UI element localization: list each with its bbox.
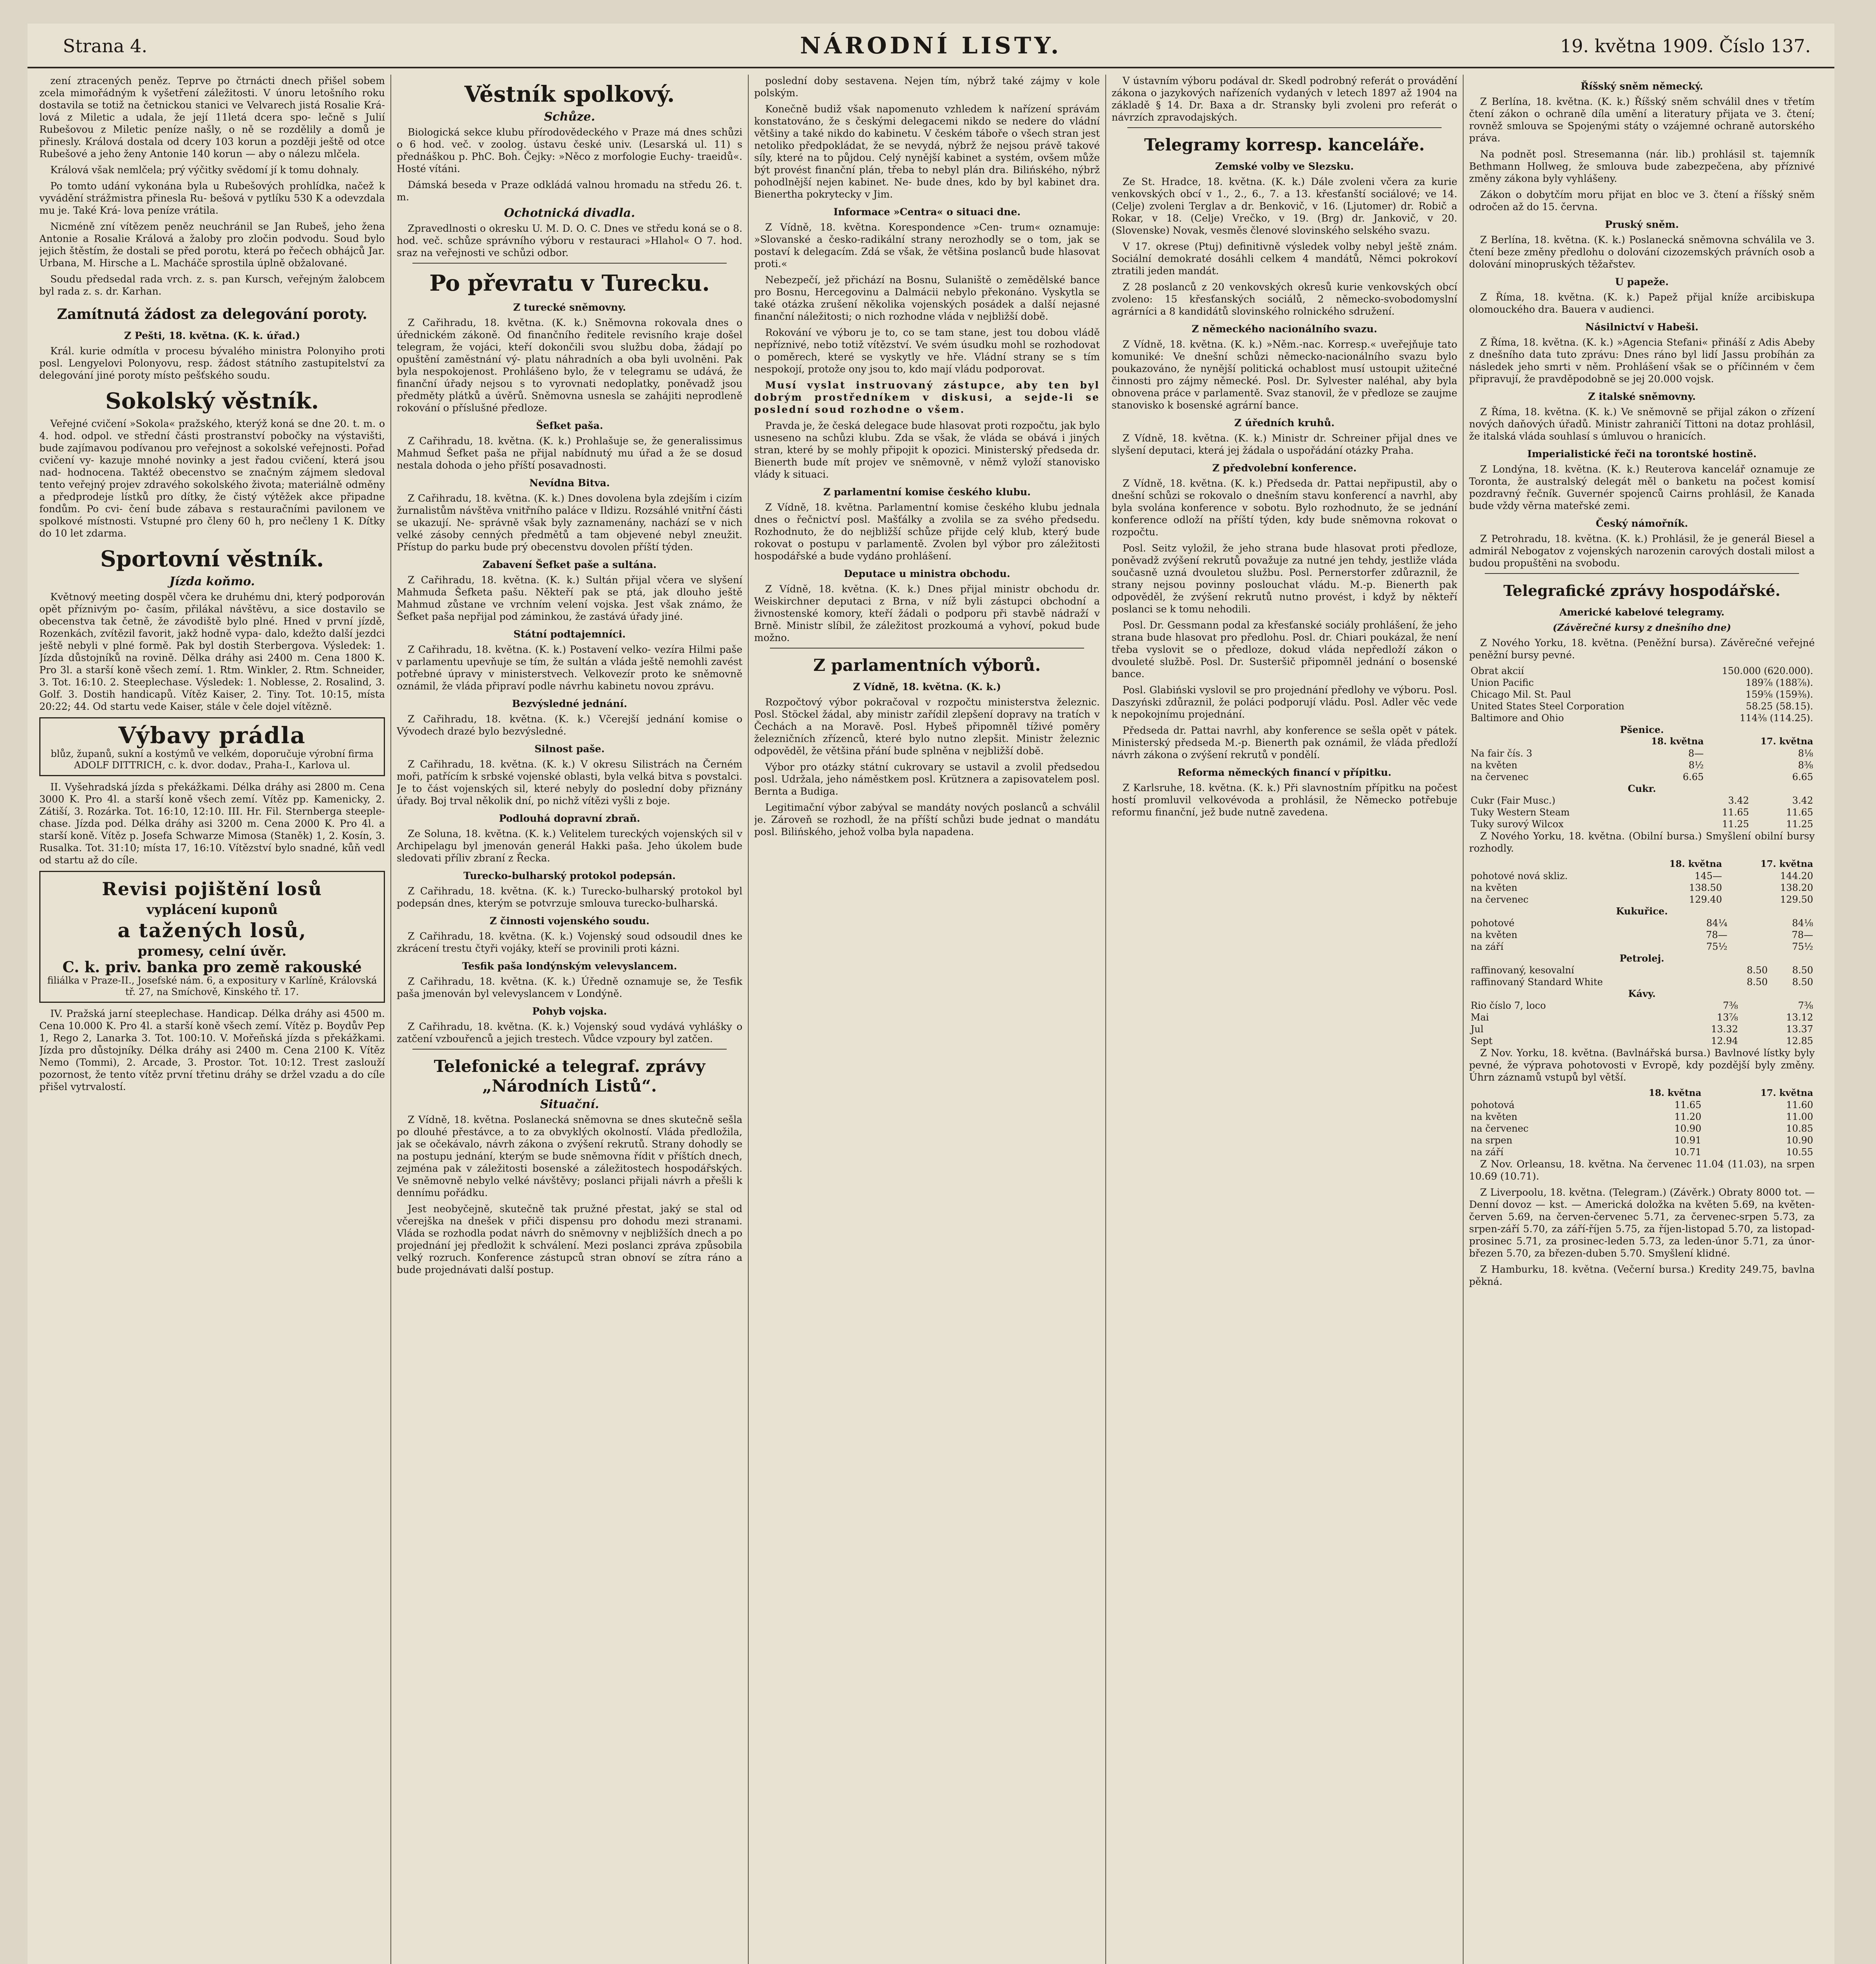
ad-line: C. k. priv. banka pro země rakouské: [62, 958, 362, 976]
dateline: Z Pešti, 18. května. (K. k. úřad.): [124, 330, 300, 341]
row-value: 150.000 (620.000).: [1722, 665, 1813, 676]
table-row: [1469, 665, 1815, 677]
article-text: Nebezpečí, jež přichází na Bosnu, Sulaniště o zemědělské bance pro Bosnu, Hercegovinu a Dalmácii nebylo překonáno. Vyskytla se také otázka zrušení několika vojenských posádek a další nejasné finanční náležitosti; o nich rozhodne vláda v nejbližší době.: [754, 274, 1100, 322]
row-value: 8.50: [1792, 965, 1813, 976]
row-value: 12.94: [1711, 1035, 1738, 1046]
row-value: 10.55: [1786, 1147, 1813, 1158]
row-label: na květen: [1471, 1111, 1518, 1122]
subheading: Násilnictví v Habeši.: [1585, 321, 1698, 333]
divider: [1485, 573, 1799, 574]
article-text: Z Cařihradu, 18. května. (K. k.) Sultán přijal včera ve slyšení Mahmuda Šefketa pašu. Někteří pak se ptá, jak dlouho ještě Mahmud zůstane ve vrchním velení vojska. Jest však známo, že Šefket paša nepřijal pod záminkou, že zastává úřady jiné.: [397, 574, 742, 622]
subheading: Nevídna Bitva.: [529, 477, 610, 489]
article-text: Z Hamburku, 18. května. (Večerní bursa.) Kredity 249.75, bavlna pěkná.: [1469, 1264, 1815, 1287]
section-heading: Telegrafické zprávy hospodářské.: [1503, 582, 1781, 599]
row-label: Obrat akcií: [1471, 665, 1524, 676]
subheading: Z turecké sněmovny.: [513, 302, 626, 313]
table-row: [1469, 976, 1815, 988]
row-label: na květen: [1471, 882, 1518, 893]
commodity-table: [1469, 1087, 1815, 1158]
row-value: 78—: [1706, 929, 1728, 940]
article-text: Z Vídně, 18. května. (K. k.) Dnes přijal ministr obchodu dr. Weiskirchner deputaci z Brna, v níž byli zástupci obchodní a živnostenské komory, kteří žádali o podporu při stavbě nádraží v Brně. Ministr slíbil, že záležitost prozkoumá a vyhoví, pokud bude možno.: [754, 583, 1100, 643]
table-header: 17. května: [1760, 736, 1813, 747]
row-label: Tuky Western Steam: [1471, 807, 1570, 818]
table-row: [1469, 689, 1815, 700]
article-text: Z Karlsruhe, 18. května. (K. k.) Při slavnostním přípitku na počest hostí promluvil velkovévoda a prohlásil, že Německo potřebuje reformu finanční, jež bude nutně zavedena.: [1112, 782, 1457, 818]
row-value: 75½: [1792, 941, 1813, 952]
article-text: Pravda je, že česká delegace bude hlasovat proti rozpočtu, jak bylo usneseno na schůzi klubu. Zda se však, že vláda se obává i jiných stran, které by se mohly připojit k opozici. Ministerský předseda dr. Bienerth bude mít projev ve sněmovně, v němž vyloží stanovisko vlády k situaci.: [754, 420, 1100, 480]
article-text: Z Nov. Orleansu, 18. května. Na červenec 11.04 (11.03), na srpen 10.69 (10.71).: [1469, 1158, 1815, 1182]
table-title: Kukuřice.: [1616, 905, 1668, 917]
table-header: 18. května: [1651, 736, 1704, 747]
section-heading: Telefonické a telegraf. zprávy „Národních Listů“.: [434, 1057, 705, 1096]
table-row: [1469, 1111, 1815, 1123]
table-row: [1469, 771, 1815, 783]
table-row: [1469, 1035, 1815, 1047]
row-value: 8⅛: [1798, 748, 1813, 759]
commodity-table: [1469, 988, 1815, 1047]
row-label: raffinovaný Standard White: [1471, 977, 1603, 987]
row-label: Na fair čís. 3: [1471, 748, 1532, 759]
divider: [1127, 127, 1442, 128]
table-header: [1469, 1087, 1591, 1099]
table-title: Kávy.: [1628, 988, 1656, 999]
subheading: Jízda koňmo.: [169, 575, 255, 588]
divider: [412, 1049, 727, 1050]
row-value: 11.60: [1786, 1099, 1813, 1110]
row-value: 84¼: [1706, 918, 1728, 929]
row-label: na září: [1471, 941, 1504, 952]
subheading: Informace »Centra« o situaci dne.: [833, 206, 1021, 218]
table-row: [1469, 700, 1815, 712]
column-2: [397, 75, 742, 1964]
article-text: Z Vídně, 18. května. Parlamentní komise českého klubu jednala dnes o řečnictví posl. Mašťálky a zvolila se za svého předsedu. Rozhodnuto, že do nejbližší schůze přijde celý klub, který bude rokovat o postupu v parlamentě. Zvolen byl výbor pro záležitosti hospodářské a bude vydáno prohlášení.: [754, 502, 1100, 562]
commodity-table: [1469, 858, 1815, 905]
article-text: Z Nového Yorku, 18. května. (Obilní bursa.) Smyšlení obilní bursy rozhodly.: [1469, 830, 1815, 854]
row-value: 11.25: [1722, 819, 1749, 830]
row-label: raffinovaný, kesovalní: [1471, 965, 1574, 976]
article-text: IV. Pražská jarní steeplechase. Handicap. Délka dráhy asi 4500 m. Cena 10.000 K. Pro 4l. a starší koně všech zemí. Vítěz p. Boydův Pep 1, Rego 2, Lanarka 3. Tot. 100:10. V. Mořeňská jízda s překážkami. Jízda pro důstojníky. Délka dráhy asi 2400 m. Cena 2100 K. Vítěz Nemo (Tommi), 2. Arcade, 3. Prostor. Tot. 10:12. Trest zaslouží pozornost, že tento vítěz první třetinu dráhy se držel vzadu a do cíle přišel vytrvalostí.: [39, 1008, 385, 1092]
article-text: Z Říma, 18. května. (K. k.) Papež přijal kníže arcibiskupa olomouckého dra. Bauera v audienci.: [1469, 291, 1815, 315]
subheading: Český námořník.: [1596, 518, 1688, 529]
subheading: Z parlamentní komise českého klubu.: [823, 486, 1031, 498]
subheading: Z předvolební konference.: [1212, 462, 1357, 474]
table-row: [1469, 818, 1815, 830]
article-text: Květnový meeting dospěl včera ke druhému dni, který podporován opět příznivým po- časím, přilákal návštěvu, a sice dostavilo se obecenstva tak četně, že závodiště bylo plné. Hned v první jízdě, Rozenkách, zvítězil favorit, jakž hodně vypa- dalo, kdežto další jezdci ještě nebyli v plné formě. Pak byl dostih Sterbergova. Výsledek: 1. Jízda důstojníků na rovině. Dělka dráhy asi 2400 m. Cena 1800 K. Pro 3l. a starší koně všech zemí. 1. Rtm. Winkler, 2. Rtm. Schneider, 3. Tot. 16:10. 2. Steeplechase. Výsledek: 1. Noblesse, 2. Rosalind, 3. Golf. 3. Dostih handicapů. Vítěz Kaiser, 2. Tiny. Tot. 10:15, místa 20:22; 44. Od startu vede Kaiser, stále v čele dojel vítězně.: [39, 591, 385, 712]
article-text: Král. kurie odmítla v procesu bývalého ministra Polonyiho proti posl. Lengyelovi Polonyovu, resp. žádost státního zastupitelství za delegování jiné poroty místo pešťského soudu.: [39, 345, 385, 381]
table-title: Pšenice.: [1620, 724, 1664, 735]
article-text: Z Cařihradu, 18. května. (K. k.) Vojenský soud odsoudil dnes ke zkrácení trestu čtyři vojáky, kteří se provinili proti kázni.: [397, 931, 742, 954]
row-label: pohotové: [1471, 918, 1515, 929]
table-row: [1469, 759, 1815, 771]
article-text: poslední doby sestavena. Nejen tím, nýbrž také zájmy v kole polským.: [754, 75, 1100, 99]
article-text: Výbor pro otázky státní cukrovary se ustavil a zvolil předsedou posl. Udržala, jeho náměstkem posl. Krütznera a zapisovatelem posl. Bernta a Budiga.: [754, 761, 1100, 797]
article-text: II. Vyšehradská jízda s překážkami. Délka dráhy asi 2800 m. Cena 3000 K. Pro 4l. a starší koně všech zemí. Vítěz pp. Kamenicky, 2. Zátiší, 3. Rozárka. Tot. 16:10, 12:10. III. Hr. Fil. Sternberga steeple-chase. Jízda pod. Délka dráhy asi 3200 m. Cena 2000 K. Pro 4l. a starší koně. Vítěz p. Josefa Schwarze Mimosa (Staněk) 1, 2. Kosín, 3. Rusalka. Tot. 31:10; místa 17, 16:10. Vítězství bylo snadné, kůň vedl od startu až do cíle.: [39, 781, 385, 866]
row-value: 78—: [1792, 929, 1813, 940]
row-label: pohotová: [1471, 1099, 1515, 1110]
subheading: Tesfik paša londýnským velevyslancem.: [462, 960, 677, 972]
subheading: Z činnosti vojenského soudu.: [489, 915, 650, 927]
table-row: [1469, 941, 1815, 953]
table-row: [1469, 870, 1815, 882]
row-value: 84⅛: [1792, 918, 1813, 929]
article-text: Z Cařihradu, 18. května. (K. k.) Dnes dovolena byla zdejším i cizím žurnalistům návštěva vnitřního paláce v Ildizu. Rozsáhlé vnitřní části se ukazují. Ne- správně však byly zaznamenány, nachází se v nich velké zásoby cenných předmětů a tam objevené nebyl zneužit. Přístup do parku bude prý obecenstvu dovolen příští týden.: [397, 493, 742, 553]
table-header: [1469, 858, 1632, 870]
row-value: 12.85: [1786, 1035, 1813, 1046]
article-text: Z Nov. Yorku, 18. května. (Bavlnářská bursa.) Bavlnové lístky byly pevné, že výprava pohotovosti v Evropě, kdy pozdější byly změny. Úhrn záznamů vstupů byl větší.: [1469, 1047, 1815, 1083]
article-text: Po tomto udání vykonána byla u Rubešových prohlídka, načež k vyvádění strážmistra přinesla Ru- bešová v pytlíku 530 K a odevzdala mu je. Také Krá- lova peníze vrátila.: [39, 180, 385, 216]
ad-text: blůz, županů, sukní a kostýmů ve velkém, doporučuje výrobní firma ADOLF DITTRICH, c. k. dvor. dodav., Praha-I., Karlova ul.: [51, 748, 374, 771]
column-rule: [1105, 75, 1106, 1964]
article-text: Ze St. Hradce, 18. května. (K. k.) Dále zvoleni včera za kurie venkovských obcí v 1., 2., 6., 7. a 13. křesťanští sociálové; ve 14. (Celje) zvoleni Terglav a dr. Benkovič, v 16. (Ljutomer) dr. Robič a Rokar, v 18. (Celje) Vrečko, v 19. (Brg) dr. Jankovič, v 20. (Slovenske) Novak, vesměs členové slovinského selského svazu.: [1112, 176, 1457, 236]
section-heading: Sokolský věstník.: [105, 388, 319, 414]
row-value: 13.32: [1711, 1024, 1738, 1035]
section-heading: Sportovní věstník.: [100, 546, 324, 572]
table-row: [1469, 1011, 1815, 1023]
column-rule: [390, 75, 391, 1964]
article-text: Z Vídně, 18. května. Korespondence »Cen- trum« oznamuje: »Slovanské a česko-radikální strany nerozhodly se o tom, jak se postaví k delegacím. Zdá se však, že většina poslanců bude hlasovat proti.«: [754, 222, 1100, 269]
commodity-table: [1469, 783, 1815, 830]
table-row: [1469, 712, 1815, 724]
column-4: [1112, 75, 1457, 1964]
row-value: 129.40: [1689, 894, 1722, 905]
article-text: Biologická sekce klubu přírodovědeckého v Praze má dnes schůzi o 6 hod. več. v zoolog. ústavu české univ. (Lesarská ul. 11) s přednáškou p. PhC. Boh. Čejky: »Něco z morfologie Euchy- traeidů«. Hosté vítáni.: [397, 126, 742, 174]
article-text: Zpravedlnosti o okresku U. M. D. O. C. Dnes ve středu koná se o 8. hod. več. schůze správního výboru v restauraci »Hlahol« O 7. hod. sraz na veřejnosti ve schůzi odbor.: [397, 223, 742, 258]
article-text: Rozpočtový výbor pokračoval v rozpočtu ministerstva železnic. Posl. Stöckel žádal, aby ministr zařídil zlepšení dopravy na tratích v Čechách a na Moravě. Posl. Hybeš připomněl tíživé poměry železničních zřízenců, které bylo nutno zlepšit. Ministr železnic odpověděl, že většina přání bude splněna v nejbližší době.: [754, 696, 1100, 757]
subheading: Silnost paše.: [534, 743, 605, 755]
row-value: 8.50: [1792, 977, 1813, 987]
subheading: Z italské sněmovny.: [1588, 391, 1696, 402]
row-label: Union Pacific: [1471, 677, 1534, 688]
article-text: V ústavním výboru podával dr. Skedl podrobný referát o provádění zákona o jazykových nařízeních vydaných v letech 1897 až 1904 na základě § 14. Dr. Baxa a dr. Stransky byli zvoleni pro referát o návrzích zpravodajských.: [1112, 75, 1457, 123]
row-value: 3.42: [1728, 795, 1749, 806]
row-value: 10.90: [1674, 1123, 1702, 1134]
article-text: Z Petrohradu, 18. května. (K. k.) Prohlásil, že je generál Biesel a admirál Nebogatov z vojenských narozenin carových dostali milost a budou propuštěni na svobodu.: [1469, 533, 1815, 569]
table-header: 17. května: [1760, 859, 1813, 869]
article-text: Z Cařihradu, 18. května. (K. k.) Postavení velko- vezíra Hilmi paše v parlamentu upevňuje se tím, že sultán a vláda ještě nemohli zavést potřebné úpravy v ministerstvech. Velkovezír proto ke sněmovně oznámil, že vláda připraví podle návrhu kabinetu novou zprávu.: [397, 644, 742, 692]
subheading: Z německého nacionálního svazu.: [1191, 323, 1378, 335]
row-value: 10.91: [1674, 1135, 1702, 1146]
section-heading: Po převratu v Turecku.: [429, 270, 710, 296]
row-value: 11.65: [1722, 807, 1749, 818]
article-text: V 17. okrese (Ptuj) definitivně výsledek volby nebyl ještě znám. Sociální demokraté dosáhli celkem 4 mandátů, Němci pokrokoví ztratili jeden mandát.: [1112, 241, 1457, 277]
row-value: 8.50: [1746, 977, 1768, 987]
article-text: Z Vídně, 18. května. Poslanecká sněmovna se dnes skutečně sešla po dlouhé přestávce, a to za obvyklých okolností. Vláda předložila, jak se očekávalo, návrh zákona o zvýšení rekrutů. Strany dohodly se na postupu jednání, kterým se bude sněmovna řídit v příštích dnech, zejména pak v záležitosti bosenské a záležitostech hospodářských. Ve sněmovně nebylo velké návštěvy; poslanci přijali návrh a přešli k dennímu pořádku.: [397, 1114, 742, 1198]
newspaper-page: [27, 24, 1834, 1964]
advertisement-bank: [39, 871, 385, 1003]
dateline: Z Vídně, 18. května. (K. k.): [853, 681, 1001, 693]
subheading: Bezvýsledné jednání.: [512, 698, 627, 709]
article-text: Z Cařihradu, 18. května. (K. k.) Včerejší jednání komise o Vývodech drazé bylo bezvýsledné.: [397, 713, 742, 737]
article-text: Z Nového Yorku, 18. května. (Peněžní bursa). Závěrečné veřejné peněžní bursy pevné.: [1469, 637, 1815, 661]
table-row: [1469, 747, 1815, 759]
row-label: Cukr (Fair Musc.): [1471, 795, 1555, 806]
subheading: Schůze.: [544, 110, 595, 124]
row-label: Rio číslo 7, loco: [1471, 1000, 1546, 1011]
row-value: 8—: [1688, 748, 1704, 759]
ad-line: a tažených losů,: [117, 919, 307, 942]
subheading: (Závěrečné kursy z dnešního dne): [1552, 622, 1731, 633]
ad-title: Revisi pojištění losů: [102, 878, 322, 900]
article-text: Soudu předsedal rada vrch. z. s. pan Kursch, veřejným žalobcem byl rada z. s. dr. Karhan.: [39, 273, 385, 297]
row-value: 11.20: [1674, 1111, 1702, 1122]
row-value: 189⅞ (188⅞).: [1745, 677, 1813, 688]
article-text: Z Vídně, 18. května. (K. k.) »Něm.-nac. Korresp.« uveřejňuje tato komuniké: Ve dnešní schůzi německo-nacionálního svazu bylo poukazováno, že nynější politická ochablost musí ustoupit užitečné činnosti pro zájmy německé. Posl. Dr. Sylvester naléhal, aby byla obnovena práce v parlamentě. Svaz stanovil, že v předloze se zaujme stanovisko k bosenské agrární bance.: [1112, 339, 1457, 411]
article-text: Z Cařihradu, 18. května. (K. k.) Úředně oznamuje se, že Tesfik paša jmenován byl velevyslancem v Londýně.: [397, 976, 742, 999]
table-row: [1469, 795, 1815, 806]
table-row: [1469, 1123, 1815, 1134]
article-text: Předseda dr. Pattai navrhl, aby konference se sešla opět v pátek. Ministerský předseda M.-p. Bienerth pak oznámil, že vláda předloží návrh zákona o zvýšení rekrutů v pondělí.: [1112, 725, 1457, 760]
article-text: Dámská beseda v Praze odkládá valnou hromadu na středu 26. t. m.: [397, 179, 742, 203]
commodity-table: [1469, 724, 1815, 783]
article-text: Ze Soluna, 18. května. (K. k.) Velitelem tureckých vojenských sil v Archipelagu byl jmenován generál Hakki paša. Jeho úkolem bude sledovati příliv zbraní z Řecka.: [397, 828, 742, 864]
subheading: Podlouhá dopravní zbraň.: [499, 813, 640, 824]
section-heading: Věstník spolkový.: [464, 81, 675, 107]
article-text: Z Říma, 18. května. (K. k.) Ve sněmovně se přijal zákon o zřízení nových daňových úřadů. Ministr zahraničí Tittoni na dotaz prohlásil, že italská vláda souhlasí s úmluvou o hranicích.: [1469, 406, 1815, 442]
table-row: [1469, 917, 1815, 929]
article-text: Posl. Dr. Gessmann podal za křesťanské sociály prohlášení, že jeho strana bude hlasovat pro předlohu. Posl. dr. Chiari poukázal, že není třeba vyslovit se o předloze, dokud vláda nepředloží zákon o dvouleté službě. Posl. Dr. Susteršič připomněl jednání o bosenské bance.: [1112, 619, 1457, 680]
row-label: na květen: [1471, 760, 1518, 771]
row-value: 13⅞: [1717, 1012, 1738, 1023]
table-header: 18. května: [1649, 1088, 1702, 1098]
table-row: [1469, 964, 1815, 976]
subheading: Z úředních kruhů.: [1234, 417, 1335, 429]
column-3: [754, 75, 1100, 1964]
row-value: 159⅝ (159⅜).: [1745, 689, 1813, 700]
row-value: 13.12: [1786, 1012, 1813, 1023]
ad-line: vyplácení kuponů: [146, 902, 278, 918]
section-heading: Z parlamentních výborů.: [813, 656, 1041, 675]
row-value: 10.85: [1786, 1123, 1813, 1134]
issue-date: 19. května 1909. Číslo 137.: [1560, 35, 1811, 57]
row-value: 6.65: [1792, 771, 1813, 782]
row-value: 11.25: [1786, 819, 1813, 830]
row-label: na červenec: [1471, 894, 1529, 905]
table-row: [1469, 806, 1815, 818]
article-text: Veřejné cvičení »Sokola« pražského, kterýž koná se dne 20. t. m. o 4. hod. odpol. ve střední části prostranství pobočky na výstavišti, bude zajímavou podívanou pro veřejnost a sokolské veřejnosti. Pořad cvičení vy- kazuje mnohé novinky a jest řadou cvičení, která jsou nad- hodnocena. Taktéž obecenstvo se značným zájmem sledoval tento veřejný projev zdravého sokolského života; materiálně odměny a předprodeje lístků pro dítky, že čistý výtěžek akce připadne fondům. Po cvi- čení bude zábava s restauračními pavilonem ve spolkové místnosti. Vstupné pro členy 60 h, pro nečleny 1 K. Dítky do 10 let zdarma.: [39, 418, 385, 539]
article-text: Z Cařihradu, 18. května. (K. k.) V okresu Silistrách na Černém moři, patřícím k srbské vojenské oblasti, byla velká bitva s povstalci. Je to část vojenských sil, které nebyly do poslední doby přiznány úřady. Boj trval několik dní, po nichž vítězi vyšli z boje.: [397, 758, 742, 806]
ad-line: promesy, celní úvěr.: [137, 944, 287, 959]
section-heading: Zamítnutá žádost za delegování poroty.: [57, 306, 368, 322]
row-label: na září: [1471, 1147, 1504, 1158]
article-text: Konečně budiž však napomenuto vzhledem k nařízení správám konstatováno, že s českými delegacemi nikdo se nedere do vládní většiny a také nikdo do kabinetu. V českém táboře o všech stran jest netoliko předpokládat, že se nevydá, nýbrž že nejsou právě takové síly, které na to půjdou. Celý nynější kabinet a systém, ovšem může být provést finanční plán, třeba to nebyl plán dra. Bilińského, nýbrž pohodlnější nejen kabinet. Ne- bude dnes, kdo by byl kabinet dra. Bienertha pokrytecky v Jim.: [754, 103, 1100, 200]
section-heading: Telegramy korresp. kanceláře.: [1144, 135, 1425, 154]
row-value: 144.20: [1780, 870, 1813, 881]
row-label: United States Steel Corporation: [1471, 701, 1625, 712]
table-header: [1469, 736, 1596, 747]
table-row: [1469, 882, 1815, 894]
divider: [770, 648, 1084, 649]
row-value: 8½: [1688, 760, 1704, 771]
table-row: [1469, 1099, 1815, 1111]
article-text: Z Cařihradu, 18. května. (K. k.) Vojenský soud vydává vyhlášky o zatčení vzbouřenců a jejich trestech. Vůdce vzpoury byl zatčen.: [397, 1021, 742, 1044]
article-text: Z Cařihradu, 18. května. (K. k.) Sněmovna rokovala dnes o úřednickém zákoně. Od finančního ředitele revisního kraje došel telegram, že vojáci, kteří dokončili svou službu doba, žádají po opuštění zaměstnání vý- platu náhradních a oba byli uvolněni. Pak byla nespokojenost. Prohlášeno bylo, že v telegramu se udává, že finanční úřady nejsou s to vyrovnati nedoplatky, poněvadž jsou předměty plátků a úvěrů. Sněmovna usnesla se zahájiti neprodleně rokování o příslušné předloze.: [397, 317, 742, 414]
table-header: 17. května: [1760, 1088, 1813, 1098]
row-label: pohotové nová skliz.: [1471, 870, 1568, 881]
page-number: Strana 4.: [63, 35, 147, 57]
table-title: Petrolej.: [1620, 953, 1664, 964]
subheading: U papeže.: [1615, 276, 1669, 288]
column-rule: [748, 75, 749, 1964]
article-text: Musí vyslat instruovaný zástupce, aby ten byl dobrým prostředníkem v diskusi, a sejde-li se poslední soud rozhodne o všem.: [754, 379, 1100, 415]
article-text: Posl. Glabiński vyslovil se pro projednání předlohy ve výboru. Posl. Daszyński zdůraznil, že poláci podporují vládu. Posl. Adler věc vede k nepokojnímu projednání.: [1112, 684, 1457, 720]
row-value: 7⅜: [1723, 1000, 1738, 1011]
table-header: 18. května: [1669, 859, 1722, 869]
row-label: Tuky surový Wilcox: [1471, 819, 1564, 830]
row-value: 8⅜: [1798, 760, 1813, 771]
subheading: Pohyb vojska.: [532, 1006, 607, 1017]
row-label: Mai: [1471, 1012, 1489, 1023]
row-value: 129.50: [1780, 894, 1813, 905]
table-row: [1469, 1000, 1815, 1011]
column-rule: [1463, 75, 1464, 1964]
divider: [412, 263, 727, 264]
row-value: 75½: [1706, 941, 1728, 952]
table-row: [1469, 1146, 1815, 1158]
subheading: Imperialistické řeči na torontské hostině.: [1527, 448, 1757, 460]
article-text: Z Cařihradu, 18. května. (K. k.) Prohlašuje se, že generalissimus Mahmud Šefket paša ne přijal nabídnutý mu úřad a že se dosud nestala dohoda o jeho příští posavadnosti.: [397, 435, 742, 471]
table-row: [1469, 894, 1815, 905]
row-value: 7⅜: [1798, 1000, 1813, 1011]
row-value: 58.25 (58.15).: [1746, 701, 1813, 712]
row-value: 138.20: [1780, 882, 1813, 893]
row-label: Jul: [1471, 1024, 1484, 1035]
row-label: na srpen: [1471, 1135, 1513, 1146]
commodity-table: [1469, 953, 1815, 988]
article-text: Z Vídně, 18. května. (K. k.) Ministr dr. Schreiner přijal dnes ve slyšení deputaci, která jej žádala o uspořádání otázky Praha.: [1112, 432, 1457, 456]
row-label: na červenec: [1471, 771, 1529, 782]
stock-table: [1469, 665, 1815, 724]
row-label: na červenec: [1471, 1123, 1529, 1134]
table-row: [1469, 1023, 1815, 1035]
row-value: 114⅜ (114.25).: [1739, 713, 1813, 724]
advertisement-dittrich: [39, 717, 385, 776]
article-text: Z Říma, 18. května. (K. k.) »Agencia Stefani« přináší z Adis Abeby z dnešního data tuto zprávu: Dnes ráno byl lidí Jassu probíhán za následek jeho smrti v něm. Prohlášení však se o příčinném v čem připravují, že pravděpodobně se jej 20.000 vojsk.: [1469, 337, 1815, 385]
ad-title: Výbavy prádla: [118, 722, 306, 749]
article-text: Z Liverpoolu, 18. května. (Telegram.) (Závěrk.) Obraty 8000 tot. — Denní dovoz — kst. — Americká doložka na květen 5.69, na květen-červen 5.69, na červen-červenec 5.71, za červenec-srpen 5.73, za srpen-září 5.70, za září-říjen 5.75, za říjen-listopad 5.70, za listopad-prosinec 5.71, za prosinec-leden 5.73, za leden-únor 5.71, za únor-březen 5.70, za březen-duben 5.70. Smyšlení klidné.: [1469, 1187, 1815, 1259]
article-text: Jest neobyčejně, skutečně tak pružné přestat, jaký se stal od včerejška na dnešek v přiči dispensu pro dohodu mezi stranami. Vláda se rozhodla podat návrh do sněmovny v nejbližších dnech a po projednání jej předložit k schválení. Mezi poslanci zpráva způsobila velký rozruch. Konference zástupců stran obnoví se zítra ráno a bude projednávati další postup.: [397, 1203, 742, 1275]
masthead-title: NÁRODNÍ LISTY.: [800, 32, 1062, 59]
article-text: Legitimační výbor zabýval se mandáty nových poslanců a schválil je. Zároveň se rozhodl, že na příští schůzi bude jednat o mandátu posl. Bilińského, jehož volba byla napadena.: [754, 802, 1100, 837]
row-label: Baltimore and Ohio: [1471, 713, 1564, 724]
row-value: 138.50: [1689, 882, 1722, 893]
subheading: Turecko-bulharský protokol podepsán.: [463, 870, 676, 881]
table-row: [1469, 677, 1815, 689]
article-text: Z Londýna, 18. května. (K. k.) Reuterova kancelář oznamuje ze Toronta, že australský delegát měl o banketu na počest komisí pozdravný řečník. Guvernér spojenců Cairns prohlásil, že Kanada bude vždy věrna mateřské zemi.: [1469, 464, 1815, 511]
ad-address: filiálka v Praze-II., Josefské nám. 6, a expositury v Karlíně, Královská tř. 27, na Smíchově, Kinského tř. 17.: [47, 975, 377, 997]
subheading: Pruský sněm.: [1605, 219, 1679, 230]
subheading: Reforma německých financí v přípitku.: [1177, 767, 1392, 778]
article-text: zení ztracených peněz. Teprve po čtrnácti dnech přišel sobem zcela mimořádným k vyšetření záležitosti. V únoru letošního roku dostavila se totiž na četnickou stanici ve Velvarech jistá Rosalie Krá- lová z Miletic a udala, že její 11letá dcera spo- lečně s Julií Rubešovou z Miletic peníze našly, o ně se rozdělily a domů je přinesly. Králová dostala od dcery 103 korun a později ještě od otce Rubešové a jeho ženy Antonie 140 korun — aby o nálezu mlčela.: [39, 75, 385, 159]
article-text: Z Berlína, 18. května. (K. k.) Říšský sněm schválil dnes v třetím čtení zákon o ochraně díla umění a literatury přijata ve 3. čtení; rovněž smlouva se Spojenými státy o vzájemné ochraně autorského práva.: [1469, 96, 1815, 144]
commodity-table: [1469, 905, 1815, 953]
article-text: Králová však nemlčela; prý výčitky svědomí jí k tomu dohnaly.: [50, 164, 359, 176]
subheading: Zemské volby ve Slezsku.: [1215, 161, 1354, 172]
article-text: Rokování ve výboru je to, co se tam stane, jest tou dobou vládě nepříznivé, nebo totiž vítězství. Ve svém úsudku mohl se rozhodovat o poměrech, které se vyskytly ve hře. Vládní strany se s tím nespokojí, protože ony jsou to, kdo mají vládu podporovat.: [754, 327, 1100, 375]
article-text: Na podnět posl. Stresemanna (nár. lib.) prohlásil st. tajemník Bethmann Hollweg, že smlouva bude zabezpečena, aby příznivé změny zákona byly vyhlášeny.: [1469, 148, 1815, 184]
article-text: Z 28 poslanců z 20 venkovských okresů kurie venkovských obcí zvoleno: 15 křesťanských sociálů, 2 německo-svobodomyslní agrárníci a 8 kandidátů slovinského rolnického sdružení.: [1112, 281, 1457, 317]
row-label: Sept: [1471, 1035, 1493, 1046]
subheading: Šefket paša.: [536, 420, 603, 431]
article-text: Posl. Seitz vyložil, že jeho strana bude hlasovat proti předloze, poněvadž zvýšení rekrutů považuje za nutné jen tehdy, jestliže vláda současně uzná dvouletou službu. Posl. Pernerstorfer zdůraznil, že strany nejsou povinny poslouchat vládu. M.-p. Bienerth pak odpověděl, že zvýšení rekrutů nutno provést, i když by někteří poslanci se k tomu nehodili.: [1112, 542, 1457, 615]
row-value: 6.65: [1683, 771, 1704, 782]
row-value: 3.42: [1792, 795, 1813, 806]
column-5: [1469, 75, 1815, 1964]
subheading: Deputace u ministra obchodu.: [844, 568, 1010, 579]
column-1: [39, 75, 385, 1964]
page-header: [27, 24, 1834, 68]
row-label: Chicago Mil. St. Paul: [1471, 689, 1571, 700]
subheading: Ochotnická divadla.: [504, 206, 635, 220]
subheading: Situační.: [540, 1097, 599, 1111]
article-text: Zákon o dobytčím moru přijat en bloc ve 3. čtení a říšský sněm odročen až do 15. června.: [1469, 189, 1815, 213]
row-value: 10.71: [1674, 1147, 1702, 1158]
table-row: [1469, 929, 1815, 941]
row-value: 11.00: [1786, 1111, 1813, 1122]
row-value: 10.90: [1786, 1135, 1813, 1146]
row-label: na květen: [1471, 929, 1518, 940]
table-row: [1469, 1134, 1815, 1146]
article-text: Nicméně zní vítězem peněz neuchránil se Jan Rubeš, jeho žena Antonie a Rosalie Králová a žaloby pro zločin podvodu. Soud bylo jejich štěstím, že dostali se před porotu, která po řečech obhájců Jar. Urbana, M. Hirsche a L. Macháče sprostila úplně obžalované.: [39, 221, 385, 269]
article-text: Z Berlína, 18. května. (K. k.) Poslanecká sněmovna schválila ve 3. čtení beze změny předlohu o dolování cizozemských právních osob a dolování minopruských těžařstev.: [1469, 234, 1815, 270]
row-value: 8.50: [1746, 965, 1768, 976]
row-value: 11.65: [1786, 807, 1813, 818]
article-text: Z Cařihradu, 18. května. (K. k.) Turecko-bulharský protokol byl podepsán dnes, kterým se potvrzuje smlouva turecko-bulharská.: [397, 885, 742, 909]
article-text: Z Vídně, 18. května. (K. k.) Předseda dr. Pattai nepřipustil, aby o dnešní schůzi se rokovalo o dnešním stavu konferencí a navrhl, aby byla svolána konference v sobotu. Bylo rozhodnuto, že se jednání konference odloží na příští týden, kdy bude sněmovna rokovat o rozpočtu.: [1112, 478, 1457, 538]
table-title: Cukr.: [1628, 783, 1656, 794]
row-value: 145—: [1695, 870, 1722, 881]
subheading: Říšský sněm německý.: [1581, 81, 1703, 92]
subheading: Zabavení Šefket paše a sultána.: [482, 559, 657, 570]
subheading: Státní podtajemníci.: [513, 628, 626, 640]
subheading: Americké kabelové telegramy.: [1559, 606, 1725, 618]
row-value: 13.37: [1786, 1024, 1813, 1035]
row-value: 11.65: [1674, 1099, 1702, 1110]
